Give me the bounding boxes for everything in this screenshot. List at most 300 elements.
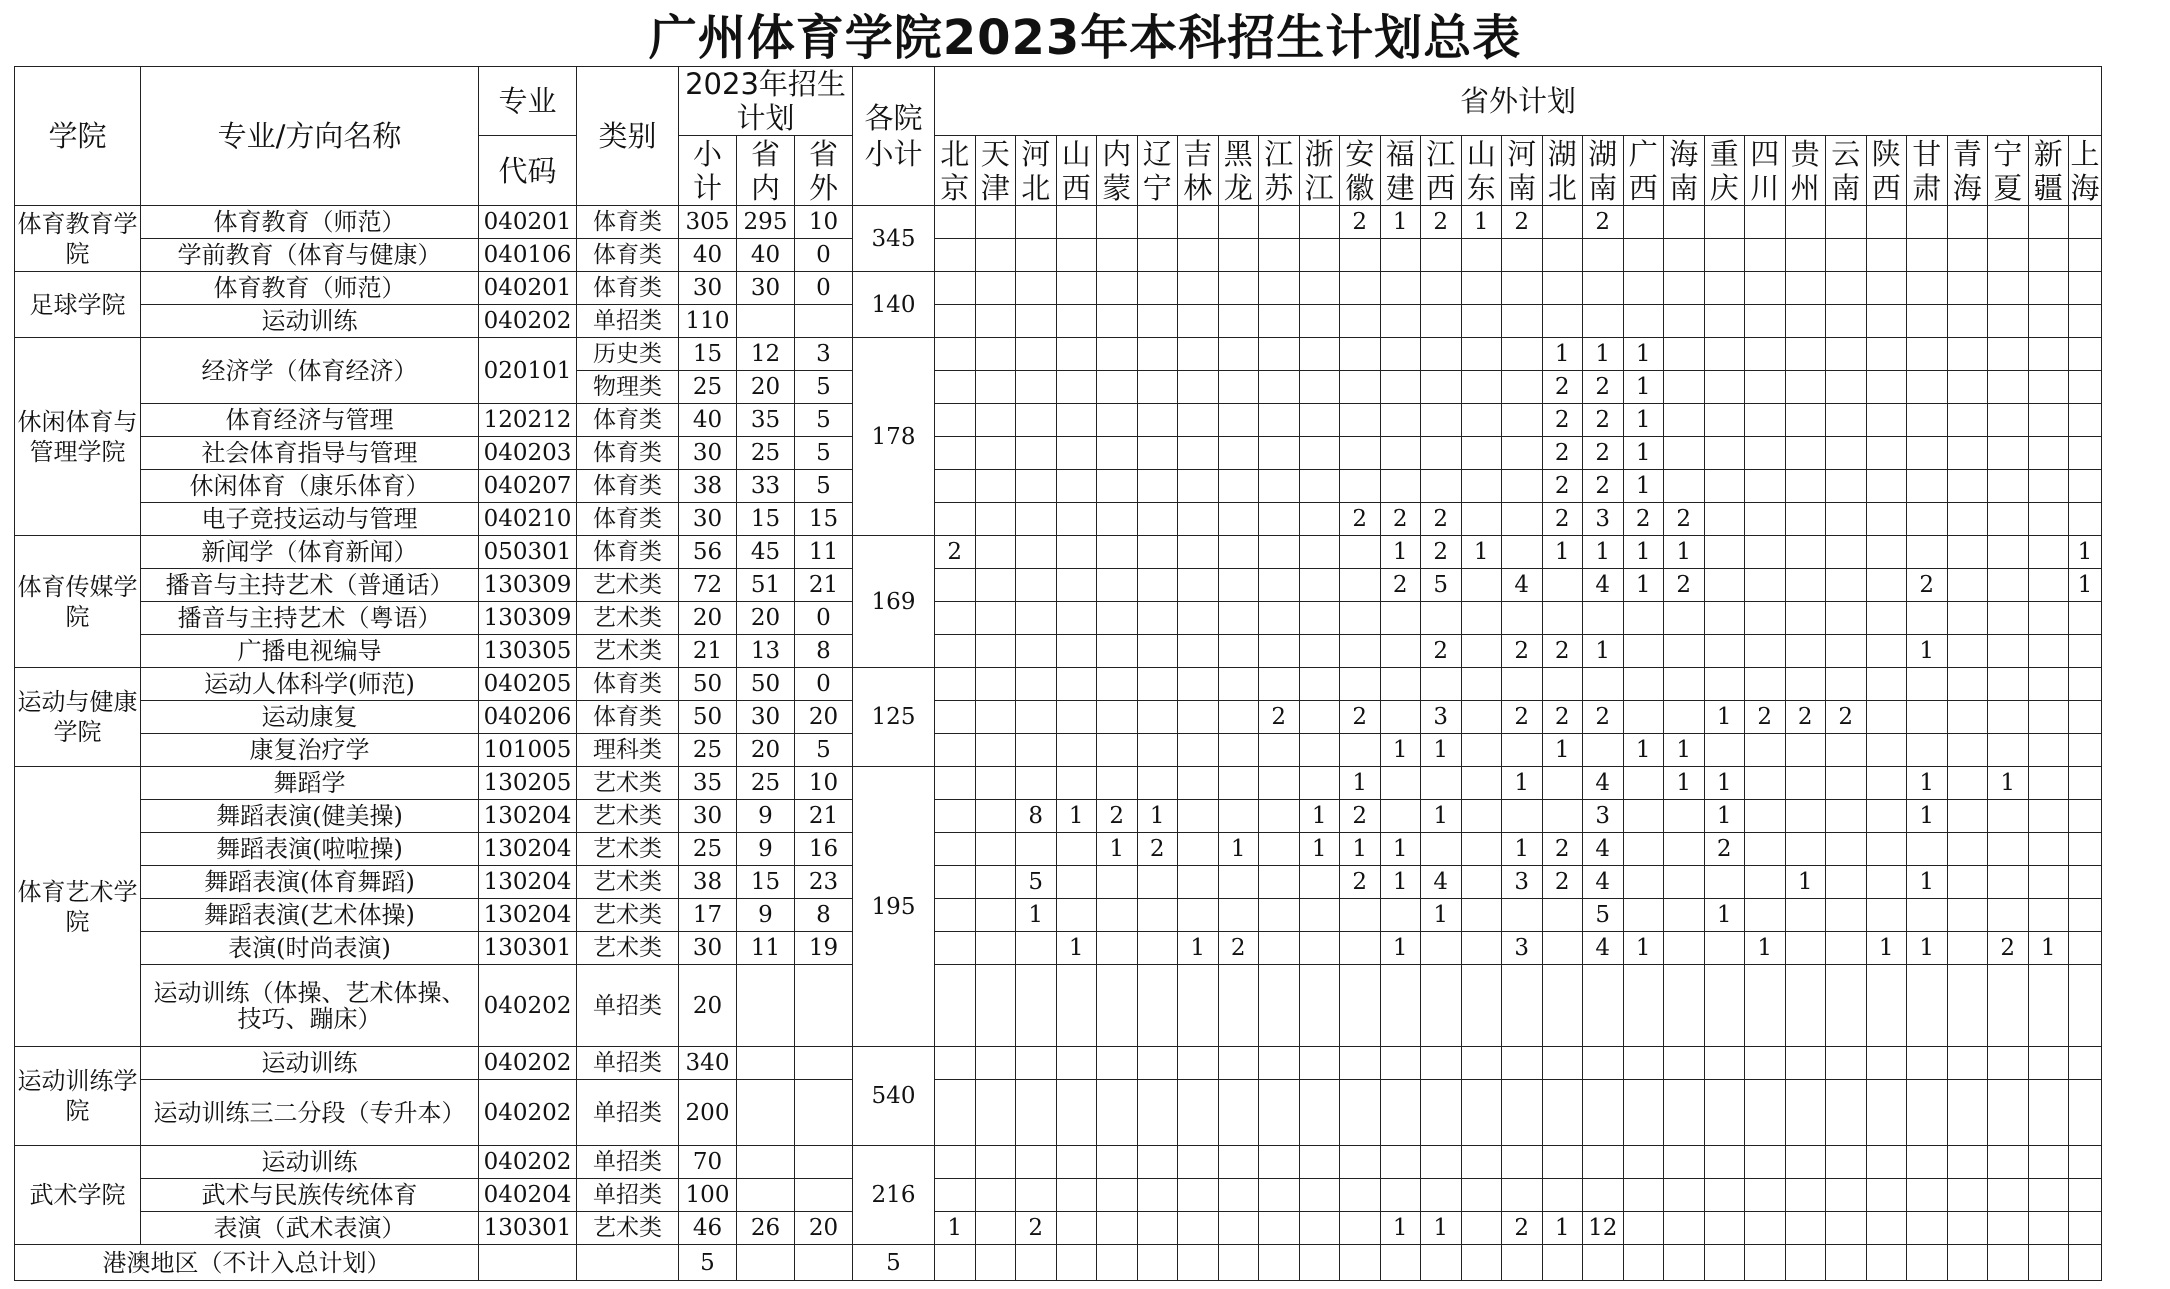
province-quota [1988,239,2029,272]
province-quota [975,965,1016,1047]
province-quota: 2 [1583,701,1624,734]
province-quota [2069,965,2102,1047]
province-quota [1785,338,1826,371]
category: 体育类 [577,470,679,503]
province-quota [1178,305,1219,338]
province-quota [1704,668,1745,701]
province-quota [1421,833,1462,866]
province-quota [1583,1047,1624,1080]
province-quota [1947,932,1988,965]
province-quota [2069,404,2102,437]
major-code: 040210 [479,503,577,536]
province-quota: 1 [1583,635,1624,668]
province-quota [1461,602,1502,635]
in-province [737,305,795,338]
province-quota [1826,734,1867,767]
province-quota [1178,1080,1219,1146]
province-quota [975,503,1016,536]
province-quota [1137,932,1178,965]
province-quota [1907,503,1948,536]
province-quota [1137,272,1178,305]
major-name: 体育教育（师范） [141,206,479,239]
province-quota [1502,272,1543,305]
college-name: 运动训练学院 [15,1047,141,1146]
province-quota [975,569,1016,602]
header-province: 内 蒙 [1097,136,1138,206]
province-quota [1421,404,1462,437]
province-quota [975,899,1016,932]
province-quota [1178,272,1219,305]
province-quota [1178,800,1219,833]
province-quota [1461,668,1502,701]
province-quota [1785,536,1826,569]
province-quota [1056,734,1097,767]
subtotal: 25 [679,371,737,404]
province-quota [975,437,1016,470]
province-quota [1259,437,1300,470]
province-quota [1218,1146,1259,1179]
province-quota: 1 [1340,767,1381,800]
table-row [15,701,2102,734]
province-quota: 2 [1542,470,1583,503]
province-quota [1421,1245,1462,1281]
province-quota [1542,272,1583,305]
province-quota: 1 [1623,371,1664,404]
province-quota [1299,965,1340,1047]
province-quota [1745,1146,1786,1179]
province-quota [935,272,976,305]
table-row [15,932,2102,965]
college-name: 休闲体育与管理学院 [15,338,141,536]
province-quota [1542,1047,1583,1080]
out-province [795,1047,853,1080]
province-quota: 8 [1016,800,1057,833]
province-quota [1583,668,1624,701]
province-quota [1947,1212,1988,1245]
province-quota [1178,437,1219,470]
province-quota [1866,1179,1907,1212]
major-code: 130204 [479,800,577,833]
subtotal: 17 [679,899,737,932]
province-quota [1137,866,1178,899]
province-quota [1056,272,1097,305]
province-quota [1421,338,1462,371]
province-quota [1947,569,1988,602]
college-total: 178 [853,338,935,536]
province-quota [1583,965,1624,1047]
province-quota [1259,734,1300,767]
province-quota [1826,437,1867,470]
province-quota [1704,866,1745,899]
province-quota [1259,404,1300,437]
major-name: 社会体育指导与管理 [141,437,479,470]
province-quota [1664,1047,1705,1080]
subtotal: 56 [679,536,737,569]
table-row [15,206,2102,239]
header-province: 黑 龙 [1218,136,1259,206]
province-quota [1866,569,1907,602]
province-quota [2069,800,2102,833]
province-quota: 1 [1097,833,1138,866]
province-quota [2069,899,2102,932]
province-quota [1340,1047,1381,1080]
province-quota [1785,305,1826,338]
province-quota [1340,536,1381,569]
province-quota [1745,1047,1786,1080]
province-quota [1866,602,1907,635]
province-quota [1340,470,1381,503]
province-quota [1704,503,1745,536]
header-province: 新 疆 [2028,136,2069,206]
in-province: 25 [737,767,795,800]
in-province: 295 [737,206,795,239]
province-quota [1542,206,1583,239]
province-quota [1947,206,1988,239]
in-province: 45 [737,536,795,569]
province-quota [1461,1146,1502,1179]
province-quota: 1 [1583,536,1624,569]
province-quota: 1 [1866,932,1907,965]
province-quota [1704,965,1745,1047]
subtotal: 5 [679,1245,737,1281]
table-row [15,800,2102,833]
province-quota [975,734,1016,767]
province-quota [1218,437,1259,470]
province-quota [1380,305,1421,338]
province-quota [1340,1080,1381,1146]
province-quota [1056,1047,1097,1080]
province-quota [1664,437,1705,470]
out-province: 10 [795,206,853,239]
province-quota [1866,404,1907,437]
subtotal: 72 [679,569,737,602]
province-quota [935,239,976,272]
subtotal: 25 [679,734,737,767]
province-quota [2069,206,2102,239]
province-quota [1866,1080,1907,1146]
province-quota [1380,767,1421,800]
province-quota [1664,338,1705,371]
province-quota [1178,701,1219,734]
province-quota: 2 [1380,503,1421,536]
province-quota [1826,536,1867,569]
province-quota [1016,1179,1057,1212]
province-quota [1988,833,2029,866]
province-quota: 1 [1380,932,1421,965]
province-quota: 2 [1340,701,1381,734]
province-quota [1461,305,1502,338]
province-quota [1785,272,1826,305]
province-quota [1178,503,1219,536]
province-quota [1785,899,1826,932]
province-quota: 1 [2069,569,2102,602]
province-quota [1178,1245,1219,1281]
province-quota [1340,305,1381,338]
province-quota [1421,239,1462,272]
province-quota [1097,734,1138,767]
province-quota [1745,899,1786,932]
header-code-bottom: 代码 [479,136,577,206]
province-quota: 2 [1542,371,1583,404]
province-quota [1097,404,1138,437]
in-province: 30 [737,701,795,734]
province-quota [1947,965,1988,1047]
province-quota [1542,965,1583,1047]
province-quota [1664,371,1705,404]
province-quota [1340,965,1381,1047]
province-quota: 4 [1502,569,1543,602]
province-quota [1016,569,1057,602]
province-quota [1218,569,1259,602]
province-quota [1502,536,1543,569]
major-name: 体育教育（师范） [141,272,479,305]
province-quota [1664,470,1705,503]
province-quota [1866,668,1907,701]
major-name: 体育经济与管理 [141,404,479,437]
out-province [795,965,853,1047]
province-quota: 2 [1542,503,1583,536]
province-quota [2028,470,2069,503]
province-quota [1056,206,1097,239]
province-quota [1866,734,1907,767]
college-total: 540 [853,1047,935,1146]
subtotal: 40 [679,239,737,272]
province-quota [1137,1080,1178,1146]
province-quota [1583,1080,1624,1146]
province-quota [1542,899,1583,932]
province-quota [1259,206,1300,239]
province-quota [1137,668,1178,701]
province-quota [1623,602,1664,635]
province-quota [1947,668,1988,701]
province-quota [1380,272,1421,305]
table-row [15,272,2102,305]
province-quota [1461,800,1502,833]
province-quota [1988,1047,2029,1080]
province-quota [935,338,976,371]
province-quota [1137,635,1178,668]
province-quota [935,1179,976,1212]
college-name: 体育艺术学院 [15,767,141,1047]
out-province [795,1245,853,1281]
province-quota [1421,470,1462,503]
province-quota [1137,1212,1178,1245]
province-quota [1664,1146,1705,1179]
province-quota [2028,1146,2069,1179]
province-quota: 1 [1664,734,1705,767]
province-quota [1137,206,1178,239]
province-quota [1745,305,1786,338]
header-province: 北 京 [935,136,976,206]
subtotal: 40 [679,404,737,437]
province-quota [1623,800,1664,833]
province-quota [1299,470,1340,503]
province-quota [1542,239,1583,272]
major-code [479,1245,577,1281]
province-quota: 1 [1299,800,1340,833]
province-quota: 2 [1218,932,1259,965]
province-quota: 1 [1704,701,1745,734]
subtotal: 50 [679,668,737,701]
major-name: 舞蹈表演(健美操) [141,800,479,833]
province-quota: 2 [1016,1212,1057,1245]
province-quota [975,1212,1016,1245]
major-name: 电子竞技运动与管理 [141,503,479,536]
province-quota [1502,602,1543,635]
province-quota [1259,866,1300,899]
province-quota [1259,800,1300,833]
province-quota [975,371,1016,404]
subtotal: 30 [679,437,737,470]
province-quota [1502,668,1543,701]
province-quota [1785,470,1826,503]
major-name: 运动康复 [141,701,479,734]
province-quota [1664,932,1705,965]
in-province: 12 [737,338,795,371]
province-quota [1745,1179,1786,1212]
table-row [15,470,2102,503]
province-quota [1583,239,1624,272]
subtotal: 30 [679,932,737,965]
college-total: 140 [853,272,935,338]
province-quota [1704,1179,1745,1212]
province-quota [1218,503,1259,536]
major-code: 040203 [479,437,577,470]
province-quota [1218,272,1259,305]
province-quota [1056,833,1097,866]
province-quota [975,767,1016,800]
province-quota [2028,767,2069,800]
province-quota [1380,602,1421,635]
province-quota [1056,965,1097,1047]
province-quota [1461,371,1502,404]
province-quota [1988,404,2029,437]
province-quota [1299,272,1340,305]
major-name: 运动训练 [141,305,479,338]
province-quota [1785,635,1826,668]
province-quota [1218,965,1259,1047]
province-quota [975,305,1016,338]
category: 艺术类 [577,800,679,833]
province-quota [1299,1080,1340,1146]
province-quota [1178,602,1219,635]
province-quota [2028,701,2069,734]
category: 艺术类 [577,569,679,602]
province-quota [1583,305,1624,338]
province-quota [1785,1146,1826,1179]
province-quota [1097,701,1138,734]
province-quota: 1 [1704,767,1745,800]
province-quota: 1 [1056,932,1097,965]
province-quota [1907,1245,1948,1281]
province-quota [1259,668,1300,701]
province-quota [1664,800,1705,833]
province-quota [1988,800,2029,833]
province-quota [1704,404,1745,437]
province-quota [1785,767,1826,800]
province-quota [1218,800,1259,833]
province-quota [1259,833,1300,866]
province-quota [1218,668,1259,701]
province-quota [1988,668,2029,701]
province-quota [1016,470,1057,503]
category: 艺术类 [577,767,679,800]
major-code: 040205 [479,668,577,701]
table-row [15,965,2102,1047]
header-province: 河 南 [1502,136,1543,206]
province-quota [1178,734,1219,767]
province-quota [2069,1212,2102,1245]
province-quota [2028,206,2069,239]
province-quota [1947,1146,1988,1179]
province-quota [1988,1080,2029,1146]
province-quota [1745,866,1786,899]
province-quota [935,734,976,767]
table-row [15,833,2102,866]
province-quota [1056,338,1097,371]
province-quota: 2 [1340,503,1381,536]
province-quota [2069,1146,2102,1179]
province-quota [1785,1212,1826,1245]
province-quota [1218,404,1259,437]
province-quota [1380,965,1421,1047]
province-quota [1826,602,1867,635]
province-quota [1340,635,1381,668]
major-name: 运动人体科学(师范) [141,668,479,701]
province-quota [1704,470,1745,503]
out-province: 5 [795,437,853,470]
province-quota [1461,503,1502,536]
college-name: 足球学院 [15,272,141,338]
province-quota: 4 [1583,866,1624,899]
province-quota: 2 [1542,404,1583,437]
province-quota [2028,404,2069,437]
province-quota [1461,338,1502,371]
province-quota [1178,899,1219,932]
province-quota [1178,206,1219,239]
province-quota [1056,668,1097,701]
major-name: 表演(时尚表演) [141,932,479,965]
province-quota [1299,1245,1340,1281]
major-name: 休闲体育（康乐体育） [141,470,479,503]
province-quota: 1 [1745,932,1786,965]
province-quota: 4 [1583,833,1624,866]
province-quota [1542,602,1583,635]
province-quota [1502,305,1543,338]
province-quota [1988,734,2029,767]
province-quota [1016,371,1057,404]
header-province: 吉 林 [1178,136,1219,206]
province-quota [1137,602,1178,635]
province-quota: 2 [1826,701,1867,734]
province-quota: 2 [1542,437,1583,470]
province-quota [1299,404,1340,437]
province-quota: 4 [1421,866,1462,899]
province-quota [1299,899,1340,932]
province-quota [1745,272,1786,305]
province-quota: 1 [1380,866,1421,899]
in-province: 20 [737,602,795,635]
province-quota [1137,701,1178,734]
province-quota [1664,272,1705,305]
province-quota [1866,767,1907,800]
province-quota [1097,1146,1138,1179]
province-quota [1988,503,2029,536]
major-code: 130301 [479,932,577,965]
province-quota [2069,272,2102,305]
province-quota [1380,1047,1421,1080]
province-quota [1785,371,1826,404]
